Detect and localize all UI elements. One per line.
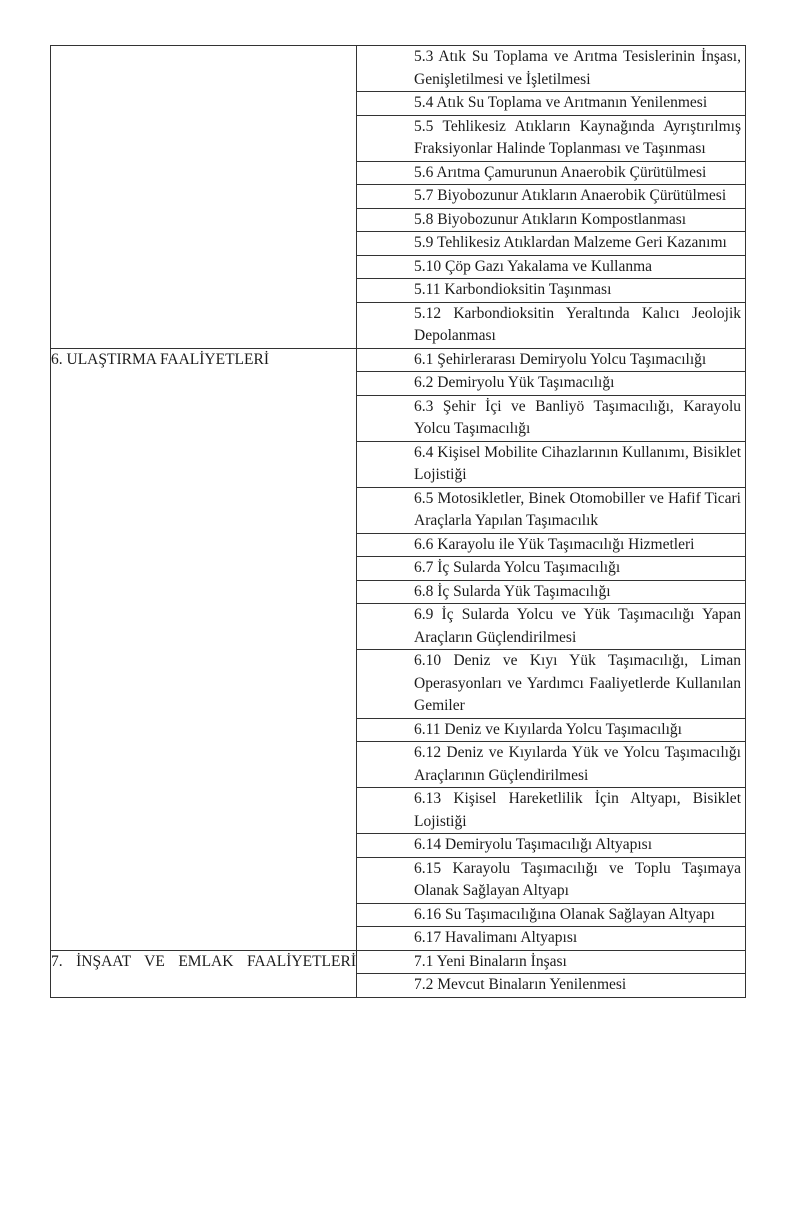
section-5-title bbox=[51, 46, 357, 349]
item-6-13: 6.13 Kişisel Hareketlilik İçin Altyapı, Bisiklet Lojistiği bbox=[357, 788, 745, 834]
item-5-6: 5.6 Arıtma Çamurunun Anaerobik Çürütülmesi bbox=[357, 162, 745, 186]
item-7-1: 7.1 Yeni Binaların İnşası bbox=[357, 951, 745, 975]
section-row-6 bbox=[51, 348, 746, 950]
item-6-3: 6.3 Şehir İçi ve Banliyö Taşımacılığı, Karayolu Yolcu Taşımacılığı bbox=[357, 396, 745, 442]
item-6-14: 6.14 Demiryolu Taşımacılığı Altyapısı bbox=[357, 834, 745, 858]
item-6-1: 6.1 Şehirlerarası Demiryolu Yolcu Taşımacılığı bbox=[357, 349, 745, 373]
item-5-4: 5.4 Atık Su Toplama ve Arıtmanın Yenilenmesi bbox=[357, 92, 745, 116]
section-6-title: 6. ULAŞTIRMA FAALİYETLERİ bbox=[51, 348, 357, 950]
item-6-4: 6.4 Kişisel Mobilite Cihazlarının Kullanımı, Bisiklet Lojistiği bbox=[357, 442, 745, 488]
section-row-7 bbox=[51, 950, 746, 997]
item-6-9: 6.9 İç Sularda Yolcu ve Yük Taşımacılığı Yapan Araçların Güçlendirilmesi bbox=[357, 604, 745, 650]
item-6-7: 6.7 İç Sularda Yolcu Taşımacılığı bbox=[357, 557, 745, 581]
item-6-15: 6.15 Karayolu Taşımacılığı ve Toplu Taşımaya Olanak Sağlayan Altyapı bbox=[357, 858, 745, 904]
section-7-title: 7. İNŞAAT VE EMLAK FAALİYETLERİ bbox=[51, 950, 357, 997]
item-5-8: 5.8 Biyobozunur Atıkların Kompostlanması bbox=[357, 209, 745, 233]
section-row-5 bbox=[51, 46, 746, 349]
item-6-8: 6.8 İç Sularda Yük Taşımacılığı bbox=[357, 581, 745, 605]
item-6-11: 6.11 Deniz ve Kıyılarda Yolcu Taşımacılığı bbox=[357, 719, 745, 743]
activity-table bbox=[50, 45, 746, 998]
item-5-5: 5.5 Tehlikesiz Atıkların Kaynağında Ayrıştırılmış Fraksiyonlar Halinde Toplanması ve Taşınması bbox=[357, 116, 745, 162]
section-6-items bbox=[357, 348, 746, 950]
item-6-5: 6.5 Motosikletler, Binek Otomobiller ve Hafif Ticari Araçlarla Yapılan Taşımacılık bbox=[357, 488, 745, 534]
section-5-items bbox=[357, 46, 746, 349]
item-7-2: 7.2 Mevcut Binaların Yenilenmesi bbox=[414, 976, 627, 993]
item-6-2: 6.2 Demiryolu Yük Taşımacılığı bbox=[357, 372, 745, 396]
section-7-items bbox=[357, 950, 746, 997]
item-5-12: 5.12 Karbondioksitin Yeraltında Kalıcı Jeolojik Depolanması bbox=[414, 304, 741, 344]
item-6-16: 6.16 Su Taşımacılığına Olanak Sağlayan Altyapı bbox=[357, 904, 745, 928]
item-5-10: 5.10 Çöp Gazı Yakalama ve Kullanma bbox=[357, 256, 745, 280]
item-6-17: 6.17 Havalimanı Altyapısı bbox=[414, 929, 578, 946]
item-5-3: 5.3 Atık Su Toplama ve Arıtma Tesislerinin İnşası, Genişletilmesi ve İşletilmesi bbox=[357, 46, 745, 92]
item-5-11: 5.11 Karbondioksitin Taşınması bbox=[357, 279, 745, 303]
item-6-10: 6.10 Deniz ve Kıyı Yük Taşımacılığı, Liman Operasyonları ve Yardımcı Faaliyetlerde Kullanılan Gemiler bbox=[357, 650, 745, 719]
item-5-9: 5.9 Tehlikesiz Atıklardan Malzeme Geri Kazanımı bbox=[357, 232, 745, 256]
item-6-12: 6.12 Deniz ve Kıyılarda Yük ve Yolcu Taşımacılığı Araçlarının Güçlendirilmesi bbox=[357, 742, 745, 788]
item-5-7: 5.7 Biyobozunur Atıkların Anaerobik Çürütülmesi bbox=[357, 185, 745, 209]
item-6-6: 6.6 Karayolu ile Yük Taşımacılığı Hizmetleri bbox=[357, 534, 745, 558]
